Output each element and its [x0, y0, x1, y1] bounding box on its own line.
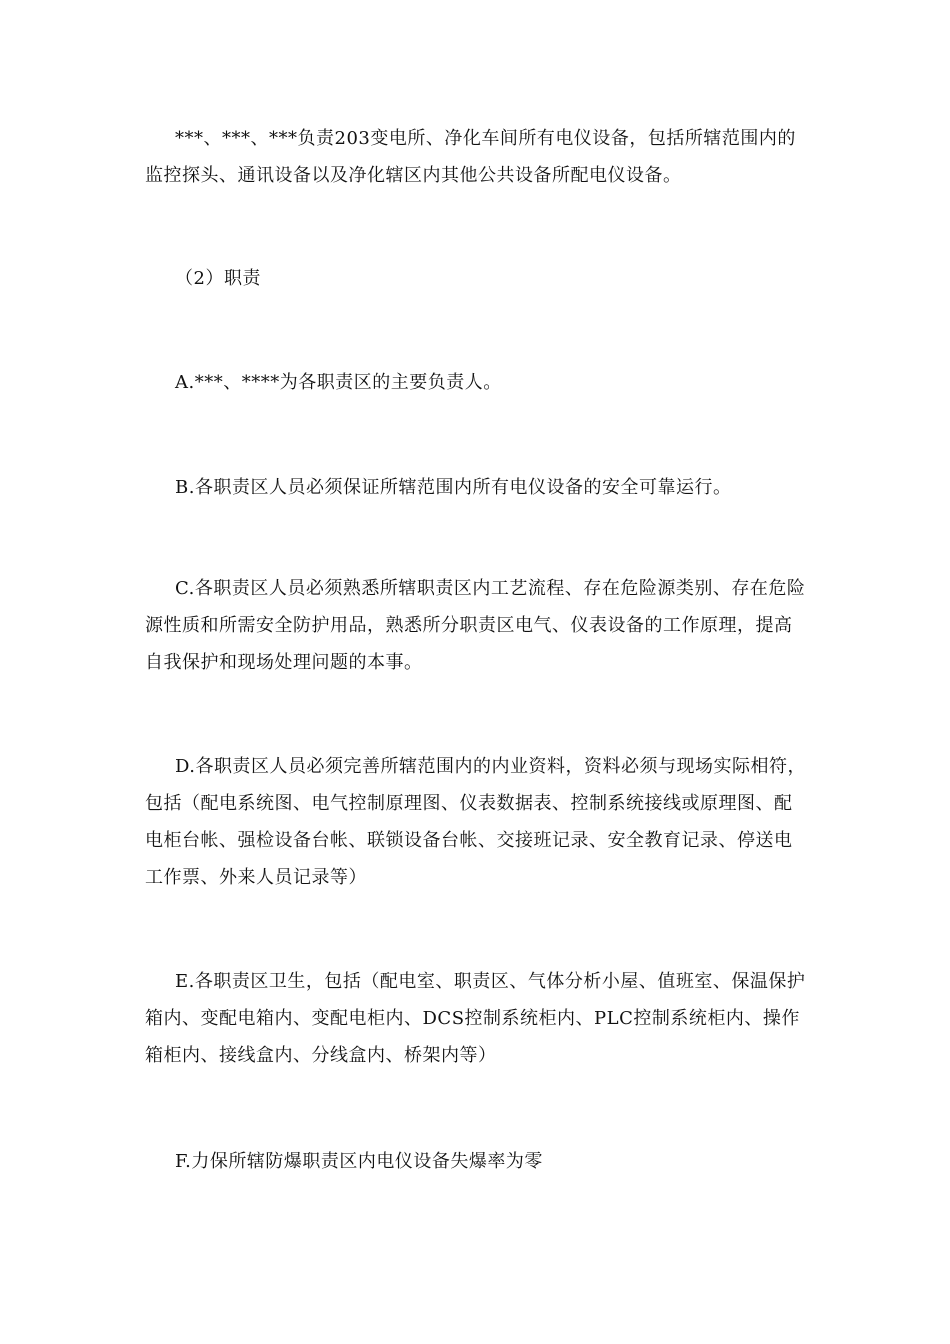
paragraph-duty-a	[145, 364, 810, 401]
section-heading-duties	[145, 260, 810, 297]
paragraph-duty-f	[145, 1143, 810, 1180]
paragraph-text: F.力保所辖防爆职责区内电仪设备失爆率为零	[175, 1151, 543, 1172]
paragraph-duty-b	[145, 469, 810, 506]
paragraph-responsibility-scope	[145, 120, 810, 194]
paragraph-text: A.***、****为各职责区的主要负责人。	[175, 372, 502, 393]
paragraph-duty-c	[145, 570, 810, 681]
paragraph-text: D.各职责区人员必须完善所辖范围内的内业资料，资料必须与现场实际相符，包括（配电系统图、电气控制原理图、仪表数据表、控制系统接线或原理图、配电柜台帐、强检设备台帐、联锁设备台帐、交接班记录、安全教育记录、停送电工作票、外来人员记录等）	[145, 756, 807, 888]
paragraph-text: C.各职责区人员必须熟悉所辖职责区内工艺流程、存在危险源类别、存在危险源性质和所需安全防护用品，熟悉所分职责区电气、仪表设备的工作原理，提高自我保护和现场处理问题的本事。	[145, 578, 806, 673]
paragraph-text: B.各职责区人员必须保证所辖范围内所有电仪设备的安全可靠运行。	[175, 477, 732, 498]
paragraph-text: E.各职责区卫生，包括（配电室、职责区、气体分析小屋、值班室、保温保护箱内、变配电箱内、变配电柜内、DCS控制系统柜内、PLC控制系统柜内、操作箱柜内、接线盒内、分线盒内、桥架内等）	[145, 971, 806, 1066]
paragraph-duty-e	[145, 963, 810, 1074]
paragraph-text: （2）职责	[175, 268, 261, 289]
paragraph-text: ***、***、***负责203变电所、净化车间所有电仪设备，包括所辖范围内的监控探头、通讯设备以及净化辖区内其他公共设备所配电仪设备。	[145, 128, 796, 186]
paragraph-duty-d	[145, 748, 810, 896]
